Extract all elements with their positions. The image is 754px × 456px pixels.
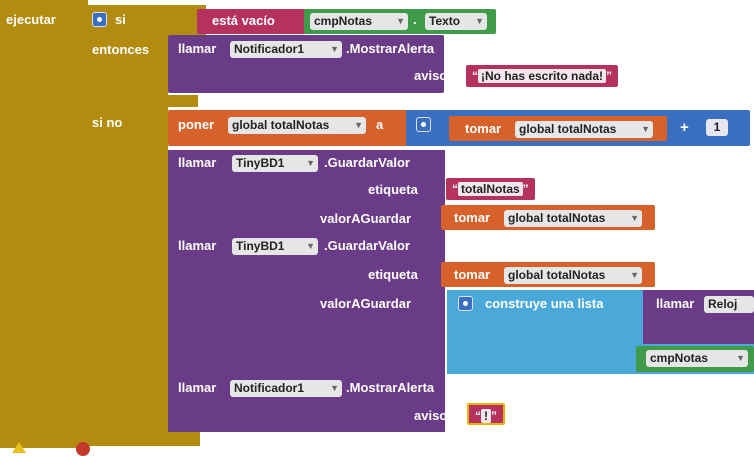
notificador-dropdown[interactable]: Notificador1 ▼ xyxy=(230,41,342,58)
if-block-else-bar xyxy=(88,95,198,107)
esta-vacio-label: está vacío xyxy=(212,13,275,28)
plus-label: + xyxy=(680,119,689,136)
get-global-totalnotas-dropdown-3[interactable]: global totalNotas ▼ xyxy=(504,267,642,284)
mutator-gear-icon[interactable] xyxy=(92,12,107,27)
warning-icon[interactable] xyxy=(12,442,26,453)
tomar-label: tomar xyxy=(465,121,502,136)
etiqueta-label-2: etiqueta xyxy=(368,267,418,282)
guardar-valor-label-2: .GuardarValor xyxy=(324,238,410,253)
poner-label: poner xyxy=(178,117,215,132)
totalnotas-string[interactable]: “ totalNotas ” xyxy=(446,178,535,200)
if-block-bottom xyxy=(88,432,200,446)
llamar-label-4: llamar xyxy=(178,380,217,395)
cmpnotas-dropdown[interactable]: cmpNotas ▼ xyxy=(310,13,408,30)
llamar-label: llamar xyxy=(178,41,217,56)
aviso-label: aviso xyxy=(414,68,448,83)
mostrar-alerta-label: .MostrarAlerta xyxy=(346,41,435,56)
math-mutator-gear-icon[interactable] xyxy=(416,117,431,132)
get-global-totalnotas-dropdown-2[interactable]: global totalNotas ▼ xyxy=(504,210,642,227)
tomar-label-2: tomar xyxy=(454,210,491,225)
si-no-label: si no xyxy=(92,115,123,130)
dot-label: . xyxy=(413,12,417,27)
llamar-label-3: llamar xyxy=(178,238,217,253)
tomar-label-3: tomar xyxy=(454,267,491,282)
get-global-totalnotas-dropdown[interactable]: global totalNotas ▼ xyxy=(515,121,653,138)
si-label: si xyxy=(115,12,126,27)
mostrar-alerta-label-2: .MostrarAlerta xyxy=(346,380,435,395)
list-mutator-gear-icon[interactable] xyxy=(458,296,473,311)
guardar-valor-label-1: .GuardarValor xyxy=(324,155,410,170)
aviso-label-2: aviso xyxy=(414,408,448,423)
error-icon[interactable] xyxy=(76,442,90,456)
entonces-label: entonces xyxy=(92,42,150,57)
cmpnotas-dropdown-2[interactable]: cmpNotas ▼ xyxy=(646,350,748,367)
llamar-label-clock: llamar xyxy=(656,296,695,311)
no-has-escrito-string[interactable]: “ ¡No has escrito nada! ” xyxy=(466,65,618,87)
ejecutar-block[interactable] xyxy=(0,0,88,448)
notificador-dropdown-2[interactable]: Notificador1 ▼ xyxy=(230,380,342,397)
tinydb-dropdown-1[interactable]: TinyBD1 ▼ xyxy=(232,155,318,172)
a-label: a xyxy=(376,117,384,132)
reloj-dropdown[interactable]: Reloj xyxy=(704,296,754,313)
valor-a-guardar-label-1: valorAGuardar xyxy=(320,211,412,226)
texto-dropdown[interactable]: Texto ▼ xyxy=(425,13,487,30)
llamar-label-2: llamar xyxy=(178,155,217,170)
tinydb-dropdown-2[interactable]: TinyBD1 ▼ xyxy=(232,238,318,255)
global-totalnotas-dropdown[interactable]: global totalNotas ▼ xyxy=(228,117,366,134)
valor-a-guardar-label-2: valorAGuardar xyxy=(320,296,412,311)
newline-string[interactable]: “ ! ” xyxy=(467,403,505,425)
etiqueta-label-1: etiqueta xyxy=(368,182,418,197)
ejecutar-label: ejecutar xyxy=(6,12,56,27)
construye-lista-label: construye una lista xyxy=(485,296,604,311)
number-one-block[interactable]: 1 xyxy=(706,119,728,136)
